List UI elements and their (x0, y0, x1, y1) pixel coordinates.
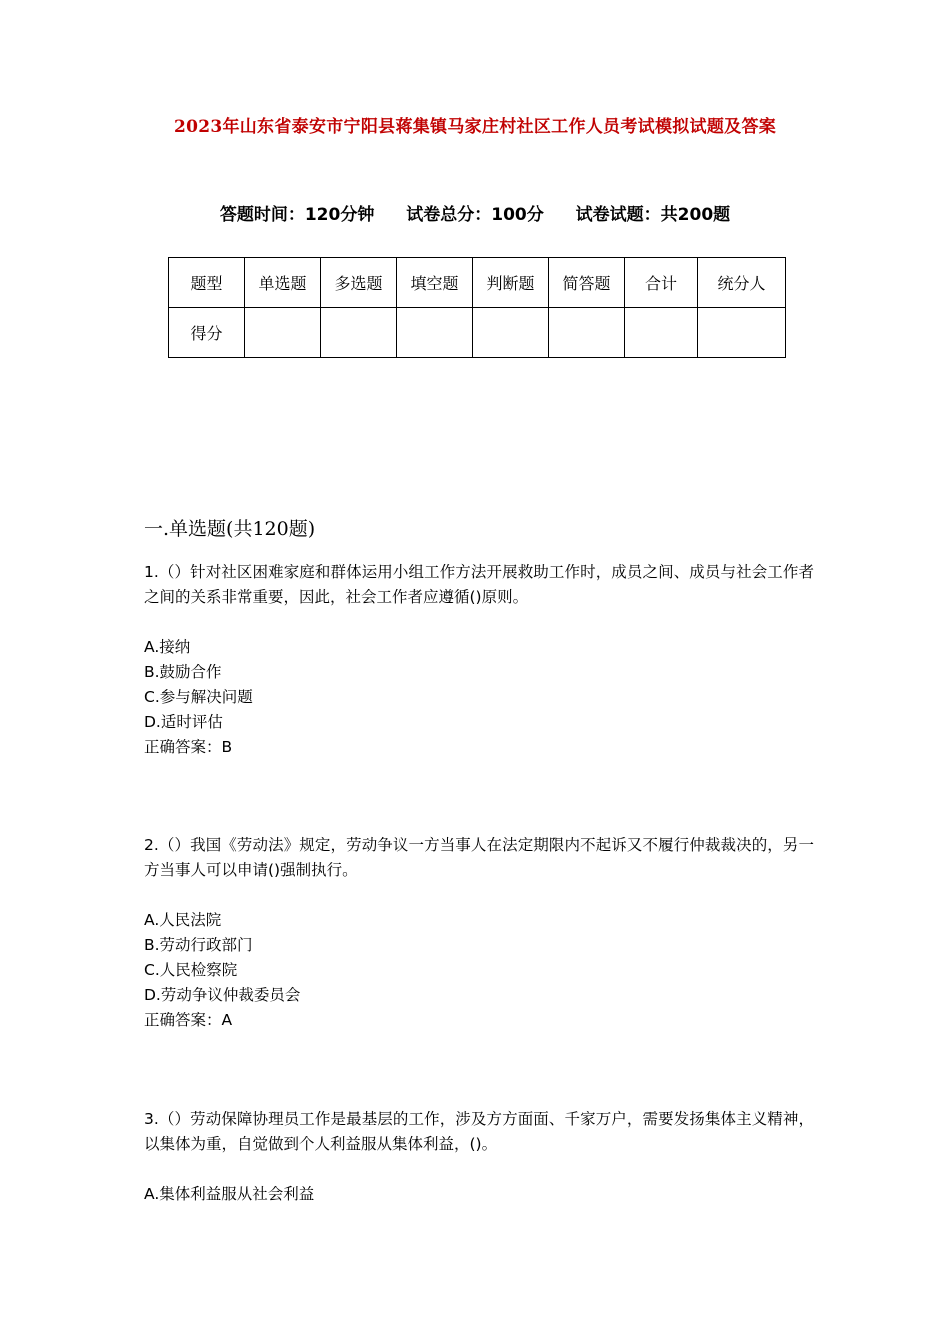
header-cell-multi: 多选题 (321, 258, 397, 308)
question-3 (144, 1107, 814, 1207)
score-cell (625, 308, 698, 358)
header-cell-judge: 判断题 (473, 258, 549, 308)
option-c: C.参与解决问题 (144, 688, 253, 706)
header-cell-fill: 填空题 (397, 258, 473, 308)
option-d: D.适时评估 (144, 713, 223, 731)
exam-question-count: 试卷试题：共200题 (575, 205, 731, 225)
header-cell-total: 合计 (625, 258, 698, 308)
question-stem: 1.（）针对社区困难家庭和群体运用小组工作方法开展救助工作时，成员之间、成员与社会工作者之间的关系非常重要，因此，社会工作者应遵循()原则。 (144, 563, 814, 606)
score-table-header-row (169, 258, 786, 308)
option-d: D.劳动争议仲裁委员会 (144, 986, 301, 1004)
score-cell (473, 308, 549, 358)
exam-meta (0, 200, 950, 225)
correct-answer: 正确答案：B (144, 738, 233, 756)
option-a: A.集体利益服从社会利益 (144, 1185, 315, 1203)
correct-answer: 正确答案：A (144, 1011, 233, 1029)
score-cell (245, 308, 321, 358)
score-cell (397, 308, 473, 358)
question-1 (144, 560, 814, 760)
option-a: A.接纳 (144, 638, 191, 656)
header-cell-type: 题型 (169, 258, 245, 308)
option-b: B.劳动行政部门 (144, 936, 253, 954)
question-stem: 2.（）我国《劳动法》规定，劳动争议一方当事人在法定期限内不起诉又不履行仲裁裁决的，另一方当事人可以申请()强制执行。 (144, 836, 814, 879)
score-table (168, 257, 786, 358)
score-cell (698, 308, 786, 358)
header-cell-single: 单选题 (245, 258, 321, 308)
header-cell-grader: 统分人 (698, 258, 786, 308)
document-title: 2023年山东省泰安市宁阳县蒋集镇马家庄村社区工作人员考试模拟试题及答案 (173, 117, 777, 137)
option-c: C.人民检察院 (144, 961, 238, 979)
question-2 (144, 833, 814, 1033)
section-title: 一.单选题(共120题) (144, 518, 316, 540)
exam-total-score: 试卷总分：100分 (406, 205, 544, 225)
header-cell-short: 简答题 (549, 258, 625, 308)
score-row-label: 得分 (169, 308, 245, 358)
option-b: B.鼓励合作 (144, 663, 222, 681)
option-a: A.人民法院 (144, 911, 222, 929)
score-cell (549, 308, 625, 358)
score-table-score-row (169, 308, 786, 358)
exam-time: 答题时间：120分钟 (219, 205, 375, 225)
question-stem: 3.（）劳动保障协理员工作是最基层的工作，涉及方方面面、千家万户，需要发扬集体主义精神，以集体为重，自觉做到个人利益服从集体利益，()。 (144, 1110, 814, 1153)
score-cell (321, 308, 397, 358)
